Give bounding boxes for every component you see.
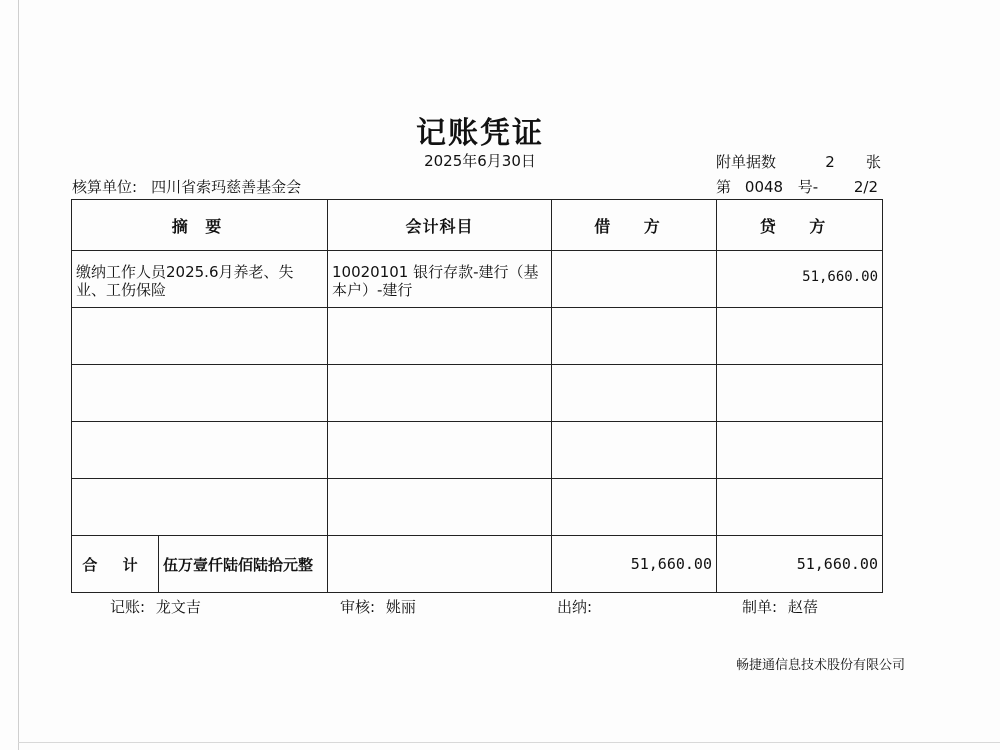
row-debit-cell bbox=[552, 308, 717, 365]
row-credit bbox=[717, 365, 882, 383]
row-account bbox=[328, 422, 551, 434]
row-credit: 51,660.00 bbox=[802, 269, 878, 285]
row-account bbox=[328, 308, 551, 320]
row-credit-cell bbox=[717, 365, 883, 422]
row-summary-cell bbox=[72, 365, 328, 422]
row-summary-cell bbox=[72, 479, 328, 536]
row-debit-cell bbox=[552, 422, 717, 479]
auditor-name: 姚丽 bbox=[385, 598, 416, 616]
bookkeeper-signature bbox=[110, 596, 201, 617]
total-debit: 51,660.00 bbox=[552, 536, 717, 593]
accounting-unit-label: 核算单位: bbox=[72, 178, 138, 196]
row-account-cell bbox=[328, 308, 552, 365]
page-left-edge bbox=[18, 0, 19, 750]
table-row bbox=[72, 479, 883, 536]
total-row bbox=[72, 536, 883, 593]
row-account: 10020101 银行存款-建行（基本户）-建行 bbox=[332, 263, 539, 299]
row-credit-cell bbox=[717, 479, 883, 536]
row-summary-cell bbox=[72, 422, 328, 479]
total-cell bbox=[72, 536, 328, 593]
auditor-label: 审核: bbox=[340, 598, 376, 616]
row-debit bbox=[552, 479, 716, 497]
header-debit: 借 方 bbox=[552, 200, 717, 251]
total-label: 合 计 bbox=[72, 536, 159, 592]
voucher-number-value: 0048 bbox=[744, 178, 784, 196]
row-credit-cell bbox=[717, 422, 883, 479]
voucher-title: 记账凭证 bbox=[416, 116, 544, 151]
table-row bbox=[72, 422, 883, 479]
voucher-number-label: 第 bbox=[716, 178, 732, 196]
row-account bbox=[328, 479, 551, 491]
row-summary bbox=[72, 308, 327, 320]
total-account-cell bbox=[328, 536, 552, 593]
row-debit bbox=[552, 365, 716, 383]
attachments-unit: 张 bbox=[866, 153, 882, 171]
page-bottom-edge bbox=[18, 742, 1000, 743]
row-credit-cell bbox=[717, 251, 883, 308]
total-credit: 51,660.00 bbox=[717, 536, 883, 593]
row-account-cell bbox=[328, 365, 552, 422]
total-amount-words: 伍万壹仟陆佰陆拾元整 bbox=[163, 555, 314, 574]
row-debit bbox=[552, 422, 716, 440]
accounting-unit-value: 四川省索玛慈善基金会 bbox=[151, 178, 302, 196]
header-summary: 摘 要 bbox=[72, 200, 328, 251]
voucher-page: 2/2 bbox=[853, 178, 878, 196]
table-header-row bbox=[72, 200, 883, 251]
auditor-signature bbox=[340, 596, 416, 617]
accounting-unit bbox=[72, 176, 301, 197]
header-account: 会计科目 bbox=[328, 200, 552, 251]
row-account-cell bbox=[328, 251, 552, 308]
bookkeeper-name: 龙文吉 bbox=[155, 598, 201, 616]
voucher-number bbox=[716, 176, 878, 197]
row-summary: 缴纳工作人员2025.6月养老、失业、工伤保险 bbox=[76, 263, 294, 299]
bookkeeper-label: 记账: bbox=[110, 598, 146, 616]
table-row bbox=[72, 308, 883, 365]
attachments bbox=[716, 151, 881, 172]
row-credit bbox=[717, 479, 882, 497]
row-debit-cell bbox=[552, 365, 717, 422]
row-summary-cell bbox=[72, 308, 328, 365]
table-row bbox=[72, 365, 883, 422]
row-summary-cell bbox=[72, 251, 328, 308]
preparer-name: 赵蓓 bbox=[787, 598, 818, 616]
row-account bbox=[328, 365, 551, 377]
preparer-signature bbox=[742, 596, 818, 617]
preparer-label: 制单: bbox=[742, 598, 778, 616]
row-summary bbox=[72, 422, 327, 434]
voucher-number-suffix: 号- bbox=[797, 178, 819, 196]
row-debit bbox=[552, 251, 716, 269]
voucher-date: 2025年6月30日 bbox=[424, 152, 536, 170]
attachments-count: 2 bbox=[825, 153, 835, 171]
row-summary bbox=[72, 479, 327, 491]
row-credit bbox=[717, 308, 882, 326]
table-row bbox=[72, 251, 883, 308]
software-company: 畅捷通信息技术股份有限公司 bbox=[736, 658, 906, 673]
row-account-cell bbox=[328, 422, 552, 479]
row-summary bbox=[72, 365, 327, 377]
row-credit-cell bbox=[717, 308, 883, 365]
row-debit bbox=[552, 308, 716, 326]
attachments-label: 附单据数 bbox=[716, 153, 777, 171]
cashier-signature bbox=[557, 596, 598, 617]
row-credit bbox=[717, 422, 882, 440]
cashier-label: 出纳: bbox=[557, 598, 593, 616]
row-debit-cell bbox=[552, 251, 717, 308]
row-debit-cell bbox=[552, 479, 717, 536]
header-credit: 贷 方 bbox=[717, 200, 883, 251]
voucher-table bbox=[71, 199, 883, 593]
row-account-cell bbox=[328, 479, 552, 536]
